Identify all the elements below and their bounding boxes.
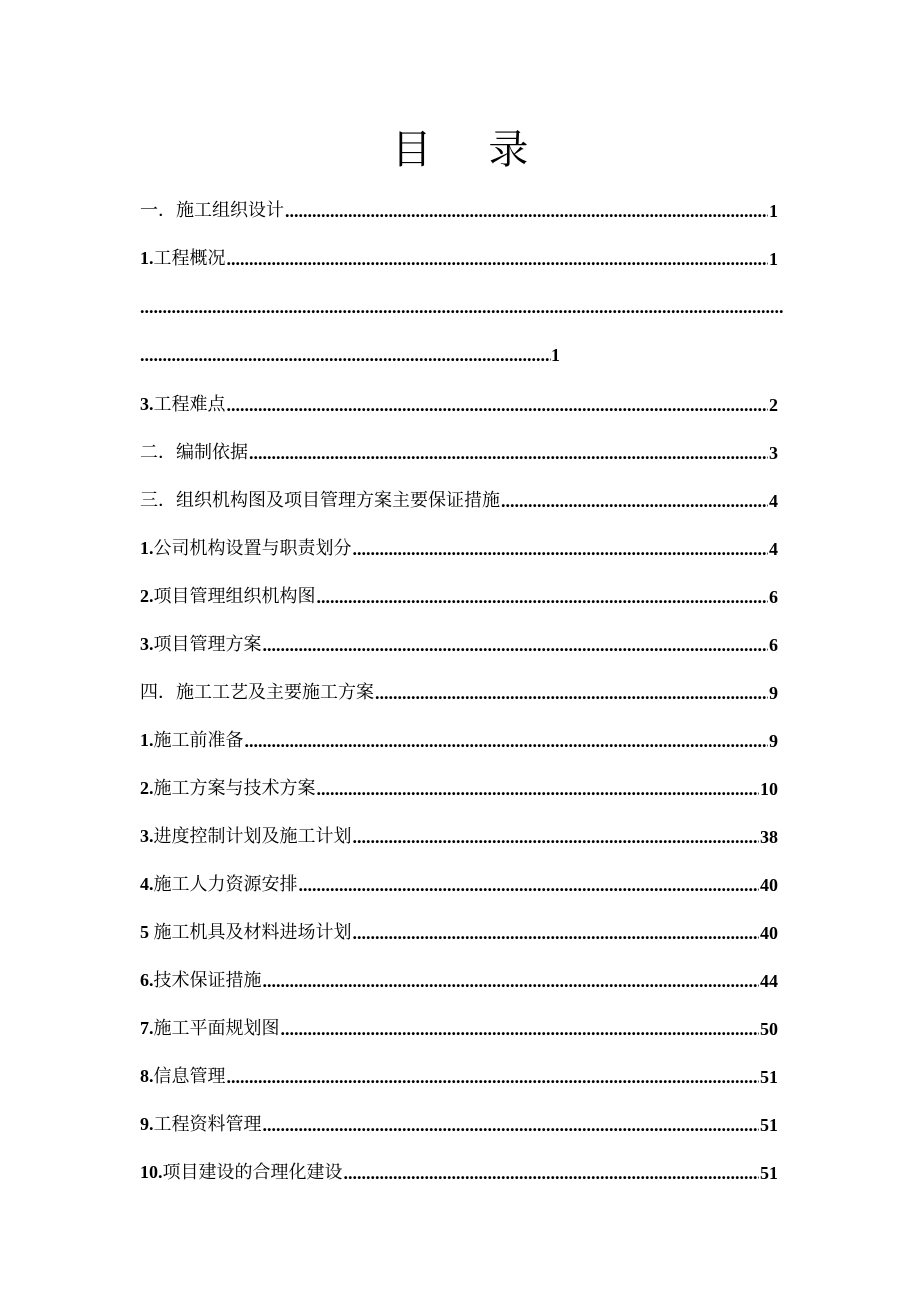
- toc-entry-page: 50: [760, 1019, 778, 1039]
- toc-entry-page: 4: [769, 539, 778, 559]
- toc-entry-text: 技术保证措施: [153, 970, 262, 991]
- toc-entry[interactable]: [140, 1154, 778, 1184]
- toc-entry[interactable]: [140, 722, 778, 752]
- toc-entry[interactable]: [140, 962, 778, 992]
- toc-entry-page: 1: [769, 201, 778, 221]
- toc-entry-page: 4: [769, 491, 778, 511]
- toc-leader-dots: [281, 1018, 760, 1040]
- toc-entry[interactable]: [140, 914, 778, 944]
- toc-entry-text: 施工组织设计: [176, 200, 284, 221]
- toc-entry-text: 工程资料管理: [153, 1114, 262, 1135]
- toc-entry-page: 1: [769, 249, 778, 269]
- toc-entry-number: 6.: [140, 970, 154, 990]
- toc-entry[interactable]: [140, 240, 778, 270]
- toc-leader-dots: [299, 874, 760, 896]
- toc-entry-number: 9.: [140, 1114, 154, 1134]
- toc-leader-dots: [227, 394, 769, 416]
- toc-entry-page: 51: [760, 1115, 778, 1135]
- toc-leader-dots-line: [140, 288, 784, 318]
- toc-entry-number: 一．: [140, 200, 176, 221]
- toc-entry-number: 3.: [140, 634, 154, 654]
- toc-entry-text: 项目建设的合理化建设: [162, 1162, 343, 1183]
- toc-leader-dots: [285, 200, 768, 222]
- toc-entry-number: 三．: [140, 490, 176, 511]
- toc-entry[interactable]: [140, 770, 778, 800]
- toc-entry-page: 9: [769, 683, 778, 703]
- toc-entry-page: 40: [760, 875, 778, 895]
- toc-entry[interactable]: [140, 818, 778, 848]
- toc-entry-page: 51: [760, 1067, 778, 1087]
- toc-entry-number: 2.: [140, 778, 154, 798]
- toc-entry[interactable]: [140, 1058, 778, 1088]
- toc-entry-number: 四．: [140, 682, 176, 703]
- toc-leader-dots: [501, 490, 768, 512]
- toc-entry[interactable]: [140, 192, 778, 222]
- toc-entry-page: 38: [760, 827, 778, 847]
- toc-entry-number: 3.: [140, 826, 154, 846]
- toc-leader-dots: [263, 970, 760, 992]
- toc-leader-dots: [263, 1114, 760, 1136]
- toc-entry[interactable]: [140, 434, 778, 464]
- toc-leader-dots: [227, 1066, 760, 1088]
- toc-entry-number: 8.: [140, 1066, 154, 1086]
- toc-leader-dots: [249, 442, 768, 464]
- toc-entry-number: 10.: [140, 1162, 163, 1182]
- toc-entry-page: 2: [769, 395, 778, 415]
- toc-entry[interactable]: [140, 482, 778, 512]
- toc-leader-dots: [245, 730, 769, 752]
- toc-entry-text: 工程概况: [153, 248, 226, 269]
- toc-leader-dots: [140, 344, 551, 366]
- toc-entry-page: 3: [769, 443, 778, 463]
- toc-entry-page: 10: [760, 779, 778, 799]
- page-title: 目 录: [391, 127, 551, 173]
- toc-leader-dots: [317, 778, 760, 800]
- toc-entry-number: 2.: [140, 586, 154, 606]
- toc-entry-page: 1: [551, 345, 560, 365]
- toc-leader-dots: [353, 826, 760, 848]
- toc-entry[interactable]: [140, 386, 778, 416]
- toc-entry-text: 编制依据: [176, 442, 248, 463]
- toc-entry[interactable]: [140, 530, 778, 560]
- toc-leader-dots: [227, 248, 769, 270]
- toc-entry-number: 5: [140, 922, 154, 942]
- toc-entry-text: 公司机构设置与职责划分: [153, 538, 352, 559]
- toc-entry[interactable]: [140, 1106, 778, 1136]
- toc-entry-number: 1.: [140, 730, 154, 750]
- toc-entry-text: 项目管理组织机构图: [153, 586, 316, 607]
- toc-entry-text: 信息管理: [153, 1066, 226, 1087]
- toc-entry[interactable]: [140, 866, 778, 896]
- toc-entry-text: 施工平面规划图: [153, 1018, 280, 1039]
- toc-entry[interactable]: [140, 674, 778, 704]
- toc-entry-text: 施工机具及材料进场计划: [153, 922, 352, 943]
- toc-entry-page: 44: [760, 971, 778, 991]
- toc-entry[interactable]: [140, 578, 778, 608]
- toc-leader-dots: [353, 922, 760, 944]
- toc-leader-dots: [317, 586, 769, 608]
- toc-entry-page: 9: [769, 731, 778, 751]
- toc-leader-dots: [353, 538, 769, 560]
- toc-entry-text: 施工方案与技术方案: [153, 778, 316, 799]
- toc-entry-text: 组织机构图及项目管理方案主要保证措施: [176, 490, 500, 511]
- toc-entry-text: 项目管理方案: [153, 634, 262, 655]
- toc-leader-dots: [344, 1162, 760, 1184]
- toc-entry-page: 6: [769, 587, 778, 607]
- toc-entry-page: 51: [760, 1163, 778, 1183]
- toc-entry-page: 6: [769, 635, 778, 655]
- toc-leader-dots: [375, 682, 768, 704]
- toc-entry-number: 3.: [140, 394, 154, 414]
- toc-entry-text: 施工前准备: [153, 730, 244, 751]
- toc-entry-number: 二．: [140, 442, 176, 463]
- toc-entry-text: 施工人力资源安排: [153, 874, 298, 895]
- toc-entry-page: 40: [760, 923, 778, 943]
- toc-entry-text: 进度控制计划及施工计划: [153, 826, 352, 847]
- toc-entry-number: 7.: [140, 1018, 154, 1038]
- toc-entry[interactable]: [140, 1010, 778, 1040]
- toc-entry-text: 施工工艺及主要施工方案: [176, 682, 374, 703]
- toc-entry[interactable]: [140, 626, 778, 656]
- toc-entry-number: 1.: [140, 248, 154, 268]
- toc-entry-number: 4.: [140, 874, 154, 894]
- toc-leader-dots: [263, 634, 769, 656]
- toc-entry-text: 工程难点: [153, 394, 226, 415]
- toc-entry[interactable]: [140, 336, 560, 366]
- toc-entry-number: 1.: [140, 538, 154, 558]
